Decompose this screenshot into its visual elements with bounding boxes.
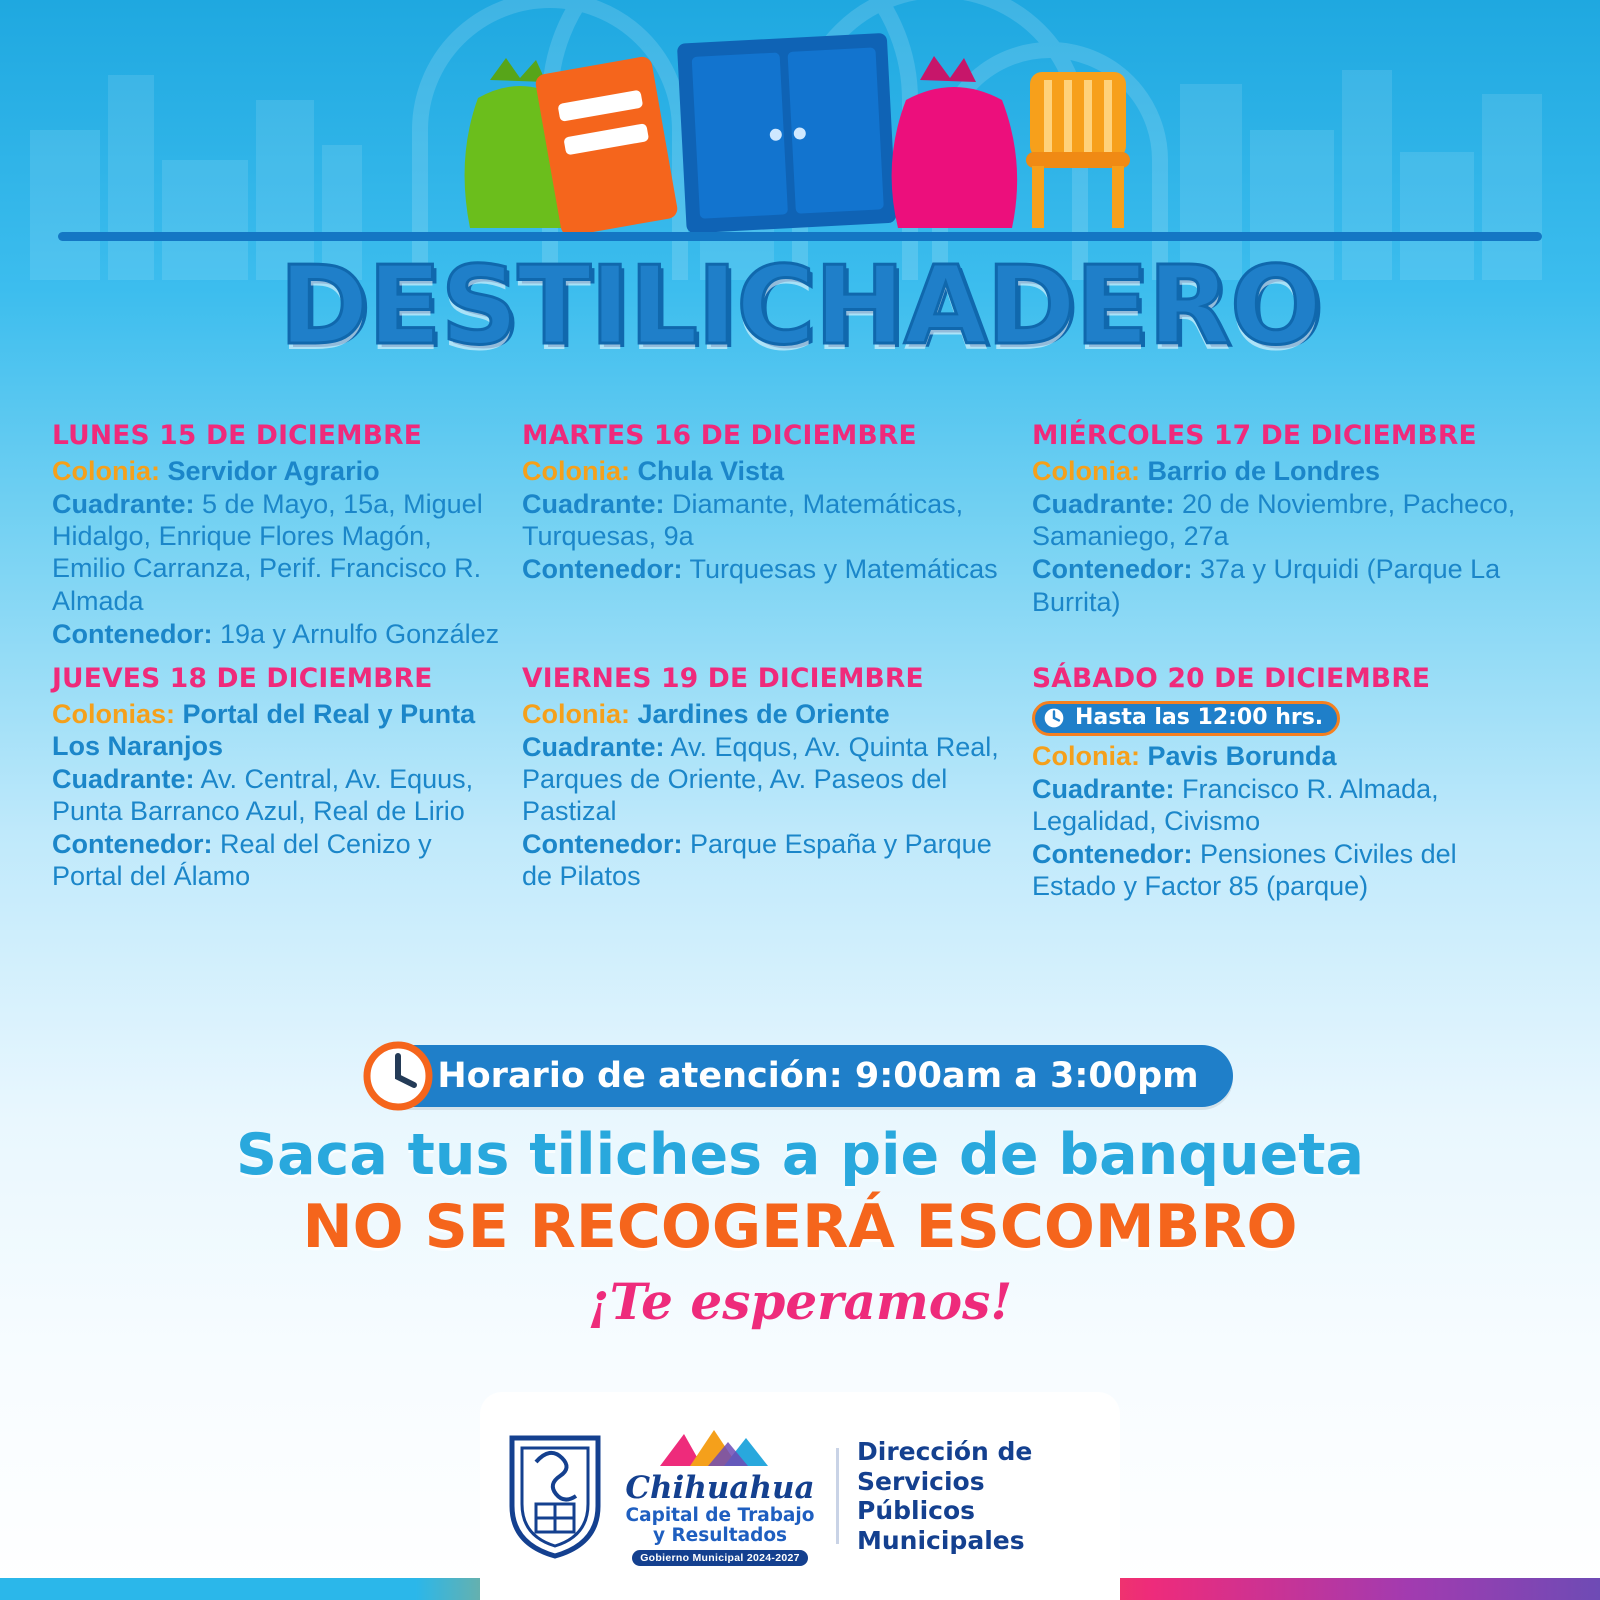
horario-text: Horario de atención: 9:00am a 3:00pm <box>437 1056 1199 1096</box>
colonias-label: Colonias: <box>52 698 176 729</box>
brand-name: Chihuahua <box>625 1470 815 1507</box>
contenedor-value: 19a y Arnulfo González <box>220 618 500 649</box>
contenedor-value: Parque España y Parque de Pilatos <box>522 829 992 892</box>
title-divider <box>58 232 1542 241</box>
chihuahua-brand <box>622 1426 818 1566</box>
colonia-value: Servidor Agrario <box>167 456 380 486</box>
yellow-chair-icon <box>1026 72 1130 228</box>
contenedor-row <box>1032 553 1536 617</box>
colonia-row <box>1032 740 1536 772</box>
colonia-row <box>522 455 1016 487</box>
horario-banner-wrap <box>0 1045 1600 1107</box>
cuadrante-row <box>522 731 1016 827</box>
cuadrante-value: Francisco R. Almada, Legalidad, Civismo <box>1032 773 1439 836</box>
contenedor-value: 37a y Urquidi (Parque La Burrita) <box>1032 554 1501 617</box>
schedule-day-monday <box>52 420 522 651</box>
contenedor-label: Contenedor: <box>52 829 213 860</box>
schedule-day-friday <box>522 663 1032 904</box>
colonia-label: Colonia: <box>1032 740 1140 771</box>
cuadrante-row <box>1032 488 1536 552</box>
colonia-value: Chula Vista <box>637 456 785 486</box>
chihuahua-mountains-icon <box>650 1426 790 1468</box>
day-title: MIÉRCOLES 17 DE DICIEMBRE <box>1032 420 1477 451</box>
cuadrante-value: Av. Eqqus, Av. Quinta Real, Parques de Oriente, Av. Paseos del Pastizal <box>522 731 999 827</box>
cuadrante-row <box>522 488 1016 552</box>
contenedor-row <box>52 828 506 892</box>
contenedor-row <box>522 828 1016 892</box>
blue-door-icon <box>677 33 897 234</box>
contenedor-row <box>1032 838 1536 902</box>
contenedor-label: Contenedor: <box>1032 554 1193 585</box>
day-title: JUEVES 18 DE DICIEMBRE <box>52 662 433 694</box>
until-badge-label: Hasta las 12:00 hrs. <box>1075 705 1324 731</box>
colonia-row <box>52 455 506 487</box>
schedule-day-saturday <box>1032 663 1552 904</box>
schedule-day-tuesday <box>522 420 1032 651</box>
footer-branding-card <box>480 1392 1120 1600</box>
until-badge <box>1032 701 1340 736</box>
contenedor-label: Contenedor: <box>522 554 683 585</box>
schedule-day-wednesday <box>1032 420 1552 651</box>
cuadrante-label: Cuadrante: <box>1032 773 1175 804</box>
cuadrante-row <box>52 763 506 827</box>
cuadrante-label: Cuadrante: <box>52 489 195 520</box>
colonia-value: Jardines de Oriente <box>637 698 890 729</box>
contenedor-row <box>52 618 506 650</box>
colonia-value: Portal del Real y Punta Los Naranjos <box>52 698 476 761</box>
cuadrante-label: Cuadrante: <box>52 764 195 794</box>
contenedor-value: Real del Cenizo y Portal del Álamo <box>52 829 432 892</box>
brand-government-term: Gobierno Municipal 2024-2027 <box>632 1550 808 1566</box>
day-title: LUNES 15 DE DICIEMBRE <box>52 420 423 451</box>
contenedor-value: Turquesas y Matemáticas <box>689 554 998 585</box>
schedule-day-thursday <box>52 663 522 904</box>
contenedor-label: Contenedor: <box>1032 839 1193 870</box>
municipal-coat-of-arms-icon <box>506 1432 604 1560</box>
colonia-label: Colonia: <box>522 456 630 486</box>
contenedor-label: Contenedor: <box>522 829 683 860</box>
hero-illustration <box>0 18 1600 248</box>
contenedor-value: Pensiones Civiles del Estado y Factor 85 (parque) <box>1032 839 1457 902</box>
cuadrante-value: 20 de Noviembre, Pacheco, Samaniego, 27a <box>1032 489 1516 552</box>
clock-icon <box>1041 705 1067 731</box>
colonia-label: Colonia: <box>1032 456 1140 486</box>
colonia-row <box>52 698 506 762</box>
colonia-row <box>1032 455 1536 487</box>
day-title: MARTES 16 DE DICIEMBRE <box>522 420 917 451</box>
day-title: SÁBADO 20 DE DICIEMBRE <box>1032 662 1431 694</box>
slogan-warning: NO SE RECOGERÁ ESCOMBRO <box>302 1192 1298 1262</box>
cuadrante-row <box>52 488 506 617</box>
horario-banner <box>367 1045 1232 1107</box>
cuadrante-row <box>1032 773 1536 837</box>
day-title: VIERNES 19 DE DICIEMBRE <box>522 662 924 694</box>
colonia-label: Colonia: <box>522 698 630 729</box>
pink-trash-bag-icon <box>892 56 1018 228</box>
slogan-primary: Saca tus tiliches a pie de banqueta <box>236 1122 1364 1188</box>
slogan-closing: ¡Te esperamos! <box>587 1272 1013 1331</box>
clock-icon-large <box>361 1039 435 1113</box>
footer-divider <box>836 1448 839 1544</box>
colonia-value: Pavis Borunda <box>1147 740 1337 771</box>
colonia-value: Barrio de Londres <box>1147 456 1381 486</box>
colonia-row <box>522 698 1016 730</box>
contenedor-label: Contenedor: <box>52 618 213 649</box>
department-name: Dirección de Servicios Públicos Municipales <box>857 1437 1033 1555</box>
cuadrante-value: 5 de Mayo, 15a, Miguel Hidalgo, Enrique Flores Magón, Emilio Carranza, Perif. Francisco R. Almada <box>52 489 483 616</box>
cuadrante-label: Cuadrante: <box>522 731 665 762</box>
contenedor-row <box>522 553 1016 585</box>
cuadrante-label: Cuadrante: <box>1032 489 1175 520</box>
schedule-grid <box>52 420 1552 903</box>
cuadrante-value: Diamante, Matemáticas, Turquesas, 9a <box>522 489 964 552</box>
brand-subtitle: Capital de Trabajo y Resultados <box>625 1505 815 1546</box>
colonia-label: Colonia: <box>52 456 160 486</box>
cuadrante-label: Cuadrante: <box>522 489 665 520</box>
page-title: DESTILICHADERO <box>279 244 1321 369</box>
cuadrante-value: Av. Central, Av. Equus, Punta Barranco Azul, Real de Lirio <box>52 764 474 827</box>
